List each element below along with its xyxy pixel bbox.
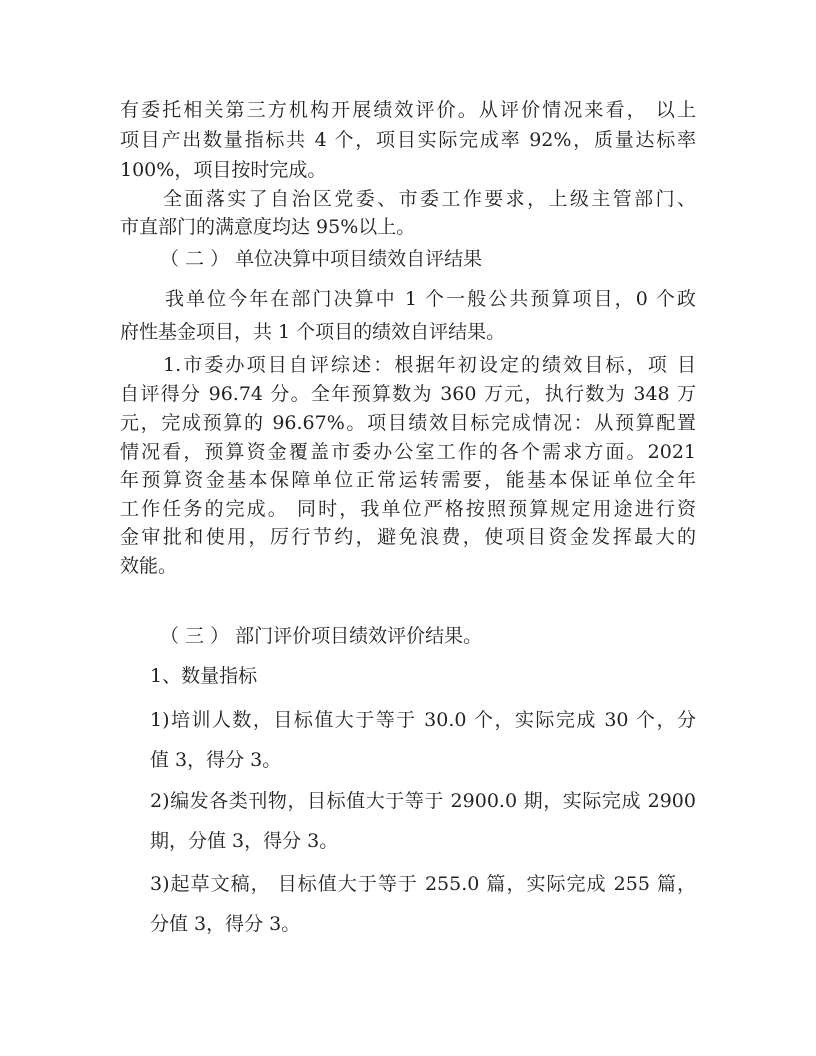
subheading: 1、数量指标 <box>150 665 258 687</box>
text-line: 100%，项目按时完成。 <box>120 159 327 181</box>
text-line: 效能。 <box>120 555 178 577</box>
list-item-line: 期，分值 3，得分 3。 <box>150 830 339 852</box>
text-line: 有委托相关第三方机构开展绩效评价。从评价情况来看， 以上 <box>120 99 696 121</box>
text-line: 府性基金项目，共 1 个项目的绩效自评结果。 <box>120 321 506 343</box>
text-line: 我单位今年在部门决算中 1 个一般公共预算项目，0 个政 <box>165 288 696 310</box>
text-line: 全面落实了自治区党委、市委工作要求，上级主管部门、 <box>163 188 696 210</box>
text-line: 市直部门的满意度均达 95%以上。 <box>120 216 416 238</box>
section-heading: （ 三 ） 部门评价项目绩效评价结果。 <box>160 625 483 647</box>
text-line: 情况看，预算资金覆盖市委办公室工作的各个需求方面。2021 <box>120 441 696 463</box>
text-line: 年预算资金基本保障单位正常运转需要，能基本保证单位全年 <box>120 469 696 491</box>
text-line: 金审批和使用，厉行节约，避免浪费，使项目资金发挥最大的 <box>120 526 696 548</box>
list-item-line: 3)起草文稿， 目标值大于等于 255.0 篇，实际完成 255 篇， <box>150 873 696 895</box>
section-heading: （ 二 ） 单位决算中项目绩效自评结果 <box>160 248 483 270</box>
text-line: 自评得分 96.74 分。全年预算数为 360 万元，执行数为 348 万 <box>120 383 696 405</box>
text-line: 元，完成预算的 96.67%。项目绩效目标完成情况：从预算配置 <box>120 412 696 434</box>
list-item-line: 2)编发各类刊物，目标值大于等于 2900.0 期，实际完成 2900 <box>150 790 696 812</box>
list-item-line: 值 3，得分 3。 <box>150 749 282 771</box>
text-line: 项目产出数量指标共 4 个，项目实际完成率 92%，质量达标率 <box>120 129 696 151</box>
text-line: 工作任务的完成。 同时，我单位严格按照预算规定用途进行资 <box>120 498 696 520</box>
list-item-line: 1)培训人数，目标值大于等于 30.0 个，实际完成 30 个，分 <box>150 709 696 731</box>
list-item-line: 分值 3，得分 3。 <box>150 913 301 935</box>
text-line: 1.市委办项目自评综述：根据年初设定的绩效目标，项 目 <box>163 354 696 376</box>
